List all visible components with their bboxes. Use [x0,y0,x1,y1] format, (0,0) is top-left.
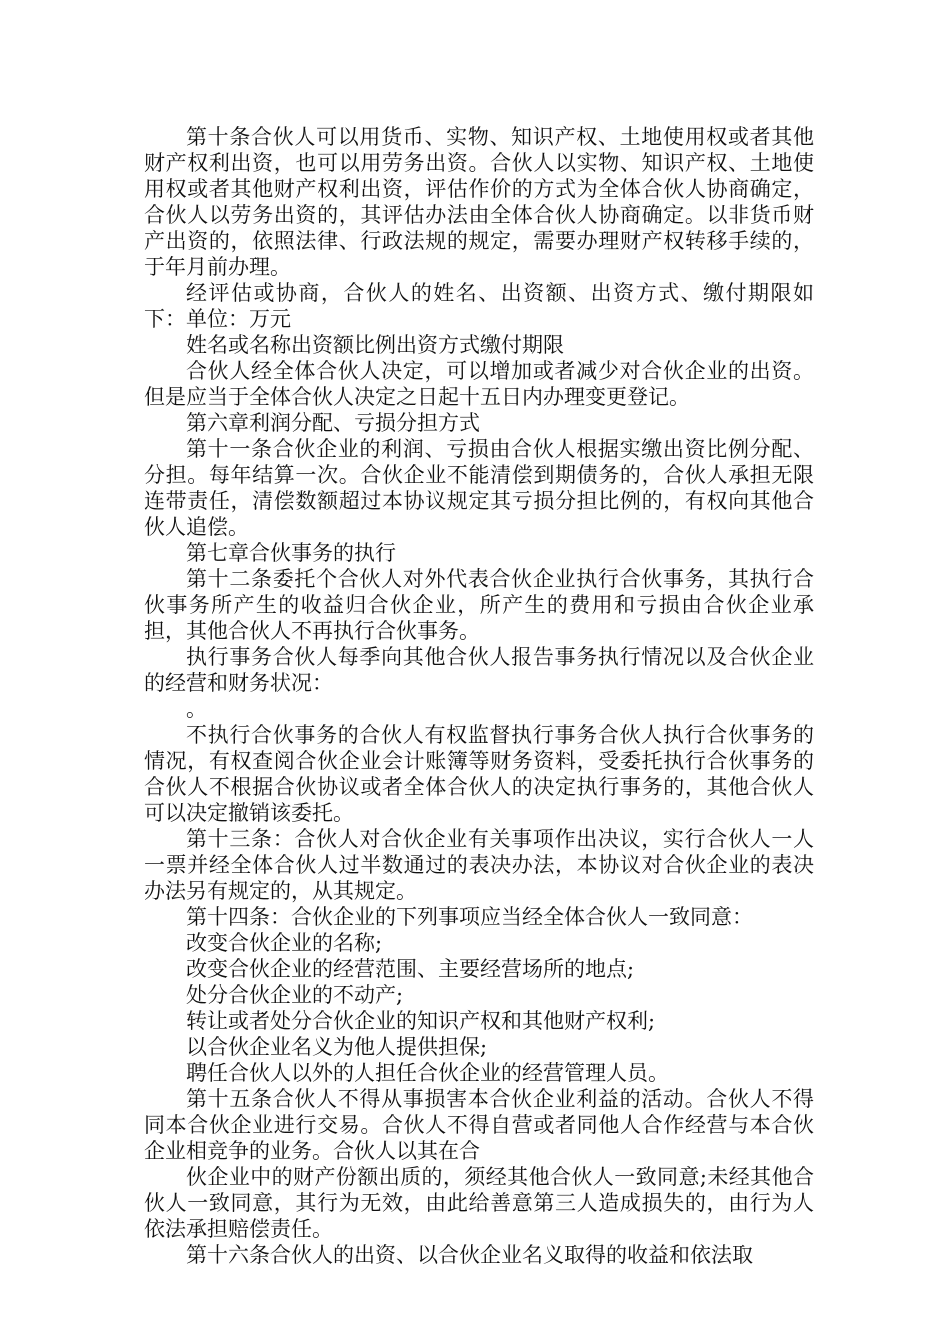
list-item-change-scope: 改变合伙企业的经营范围、主要经营场所的地点; [186,957,635,981]
list-item-hire-manager: 聘任合伙人以外的人担任合伙企业的经营管理人员。 [186,1061,669,1085]
paragraph-contribution-change: 合伙人经全体合伙人决定，可以增加或者减少对合伙企业的出资。但是应当于全体合伙人决定之日起十五日内办理变更登记。 [144,359,814,409]
chapter-6-heading: 第六章利润分配、亏损分担方式 [186,411,480,435]
paragraph-article-10: 第十条合伙人可以用货币、实物、知识产权、土地使用权或者其他财产权利出资，也可以用劳务出资。合伙人以实物、知识产权、土地使用权或者其他财产权利出资，评估作价的方式为全体合伙人协商确定，合伙人以劳务出资的，其评估办法由全体合伙人协商确定。以非货币财产出资的，依照法律、行政法规的规定，需要办理财产权转移手续的，于年月前办理。 [144,125,814,279]
list-item-real-estate: 处分合伙企业的不动产; [186,983,404,1007]
paragraph-article-16: 第十六条合伙人的出资、以合伙企业名义取得的收益和依法取 [186,1243,753,1267]
paragraph-article-11: 第十一条合伙企业的利润、亏损由合伙人根据实缴出资比例分配、分担。每年结算一次。合伙企业不能清偿到期债务的，合伙人承担无限连带责任，清偿数额超过本协议规定其亏损分担比例的，有权向其他合伙人追偿。 [144,437,814,539]
chapter-7-heading: 第七章合伙事务的执行 [186,541,396,565]
paragraph-report-duty: 执行事务合伙人每季向其他合伙人报告事务执行情况以及合伙企业的经营和财务状况： [144,645,814,695]
paragraph-article-12: 第十二条委托个合伙人对外代表合伙企业执行合伙事务，其执行合伙事务所产生的收益归合伙企业，所产生的费用和亏损由合伙企业承担，其他合伙人不再执行合伙事务。 [144,567,814,643]
list-item-change-name: 改变合伙企业的名称; [186,931,383,955]
paragraph-article-15: 第十五条合伙人不得从事损害本合伙企业利益的活动。合伙人不得同本合伙企业进行交易。合伙人不得自营或者同他人合作经营与本合伙企业相竞争的业务。合伙人以其在合 [144,1087,814,1163]
paragraph-contribution-intro: 经评估或协商，合伙人的姓名、出资额、出资方式、缴付期限如下：单位：万元 [144,281,814,331]
paragraph-contribution-table-header: 姓名或名称出资额比例出资方式缴付期限 [186,333,564,357]
document-body [144,124,814,1268]
list-item-guarantee: 以合伙企业名义为他人提供担保; [186,1035,488,1059]
paragraph-supervision-right: 不执行合伙事务的合伙人有权监督执行事务合伙人执行合伙事务的情况，有权查阅合伙企业会计账簿等财务资料，受委托执行合伙事务的合伙人不根据合伙协议或者全体合伙人的决定执行事务的，其他合伙人可以决定撤销该委托。 [144,723,814,825]
paragraph-article-15-continued: 伙企业中的财产份额出质的，须经其他合伙人一致同意;未经其他合伙人一致同意，其行为无效，由此给善意第三人造成损失的，由行为人依法承担赔偿责任。 [144,1165,814,1241]
paragraph-article-13: 第十三条：合伙人对合伙企业有关事项作出决议，实行合伙人一人一票并经全体合伙人过半数通过的表决办法，本协议对合伙企业的表决办法另有规定的，从其规定。 [144,827,814,903]
paragraph-period-mark: 。 [186,697,207,721]
paragraph-article-14: 第十四条：合伙企业的下列事项应当经全体合伙人一致同意： [186,905,753,929]
list-item-ip-transfer: 转让或者处分合伙企业的知识产权和其他财产权利; [186,1009,656,1033]
